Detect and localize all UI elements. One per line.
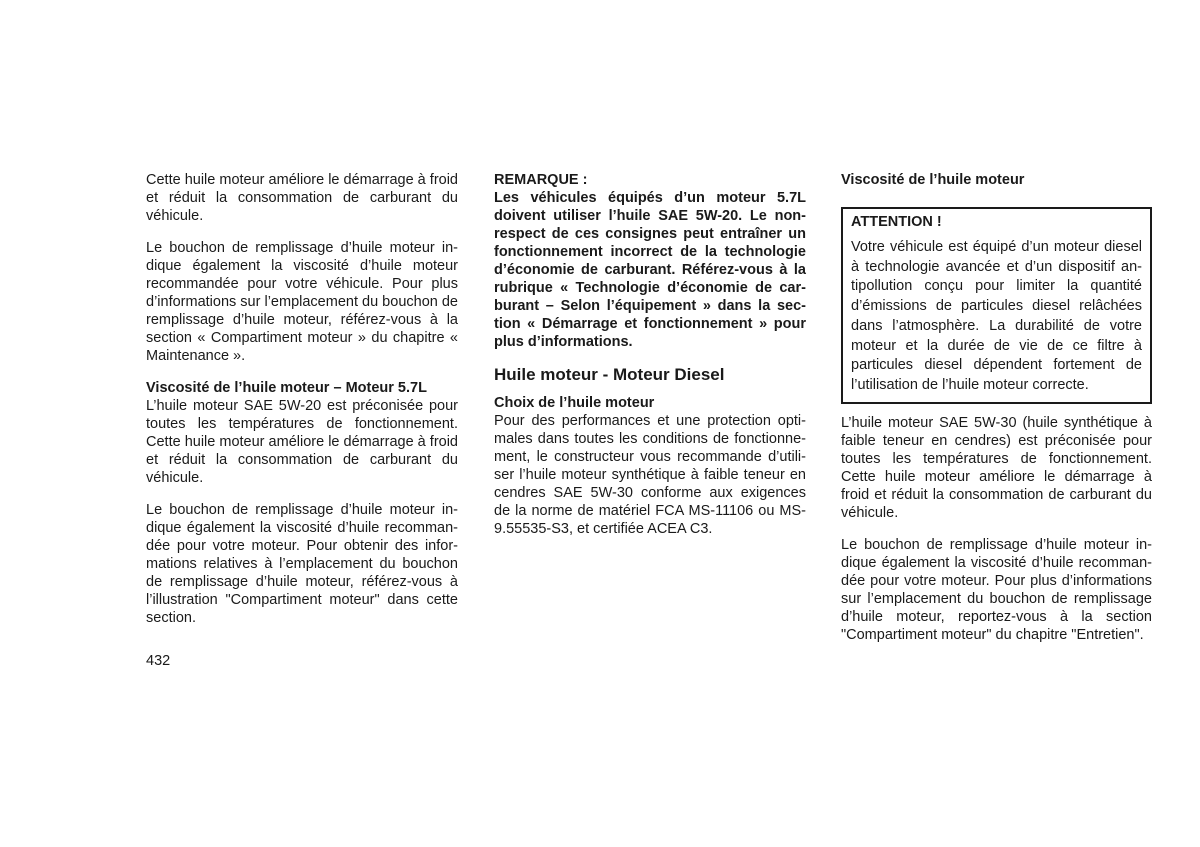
remark-title: REMARQUE : bbox=[494, 172, 588, 188]
filler-cap-location-paragraph: Le bouchon de remplissage d’huile moteur indique également la viscosité d’huile recommandée pour votre moteur. Pour obtenir des informations relatives à l’emplacement du bouchon de remplissage d’huile moteur, référez-vous à l’illustration "Compartiment moteur" dans cette section. bbox=[146, 502, 458, 626]
intro-paragraph: Cette huile moteur améliore le démarrage à froid et réduit la consommation de carburant du véhicule. bbox=[146, 172, 458, 224]
attention-title: ATTENTION ! bbox=[851, 214, 942, 230]
filler-cap-paragraph: Le bouchon de remplissage d’huile moteur indique également la viscosité d’huile moteur recommandée pour votre véhicule. Pour plus d’informations sur l’emplacement du bouchon de remplissage d’huile moteur, référez-vous à la section « Compartiment moteur » du chapitre « Maintenance ». bbox=[146, 240, 458, 364]
diesel-section-title: Huile moteur - Moteur Diesel bbox=[494, 365, 725, 384]
middle-column bbox=[494, 171, 806, 552]
diesel-filler-cap-paragraph: Le bouchon de remplissage d’huile moteur indique également la viscosité d’huile recommandée pour votre moteur. Pour plus d’informations sur l’emplacement du bouchon de remplissage d’huile moteur, reportez-vous à la section "Compartiment moteur" du chapitre "Entretien". bbox=[841, 536, 1152, 643]
remark-text: Les véhicules équipés d’un moteur 5.7L doivent utiliser l’huile SAE 5W-20. Le non-respect de ces consignes peut entraîner un fonctionnement incorrect de la technologie d’économie de carburant. Référez-vous à la rubrique « Technologie d’économie de carburant – Selon l’équipement » dans la section « Démarrage et fonctionnement » pour plus d’informations. bbox=[494, 190, 806, 350]
page-number: 432 bbox=[146, 653, 171, 669]
viscosity-5-7l-heading: Viscosité de l’huile moteur – Moteur 5.7L bbox=[146, 380, 427, 396]
sae-5w30-paragraph: L’huile moteur SAE 5W-30 (huile synthétique à faible teneur en cendres) est préconisée pour toutes les températures de fonctionnement. Cette huile moteur améliore le démarrage à froid et réduit la consommation de carburant du véhicule. bbox=[841, 414, 1152, 521]
left-column bbox=[146, 171, 458, 641]
oil-choice-heading: Choix de l’huile moteur bbox=[494, 395, 655, 411]
sae-5w20-paragraph: L’huile moteur SAE 5W-20 est préconisée pour toutes les températures de fonctionnement. Cette huile moteur améliore le démarrage à froid et réduit la consommation de carburant du véhicule. bbox=[146, 398, 458, 486]
right-column bbox=[841, 171, 1152, 658]
attention-text: Votre véhicule est équipé d’un moteur diesel à technologie avancée et d’un dispositif antipollution conçu pour limiter la quantité d’émissions de particules diesel relâchées dans l’atmosphère. La durabilité de votre moteur et la durée de vie de ce filtre à particules diesel dépendent fortement de l’utilisation de l’huile moteur correcte. bbox=[851, 239, 1142, 393]
oil-choice-paragraph: Pour des performances et une protection optimales dans toutes les conditions de fonctionnement, le constructeur vous recommande d’utiliser l’huile moteur synthétique à faible teneur en cendres SAE 5W-30 conforme aux exigences de la norme de matériel FCA MS-11106 ou MS-9.55535-S3, et certifiée ACEA C3. bbox=[494, 413, 806, 537]
attention-box bbox=[841, 207, 1152, 404]
diesel-viscosity-heading: Viscosité de l’huile moteur bbox=[841, 172, 1025, 188]
